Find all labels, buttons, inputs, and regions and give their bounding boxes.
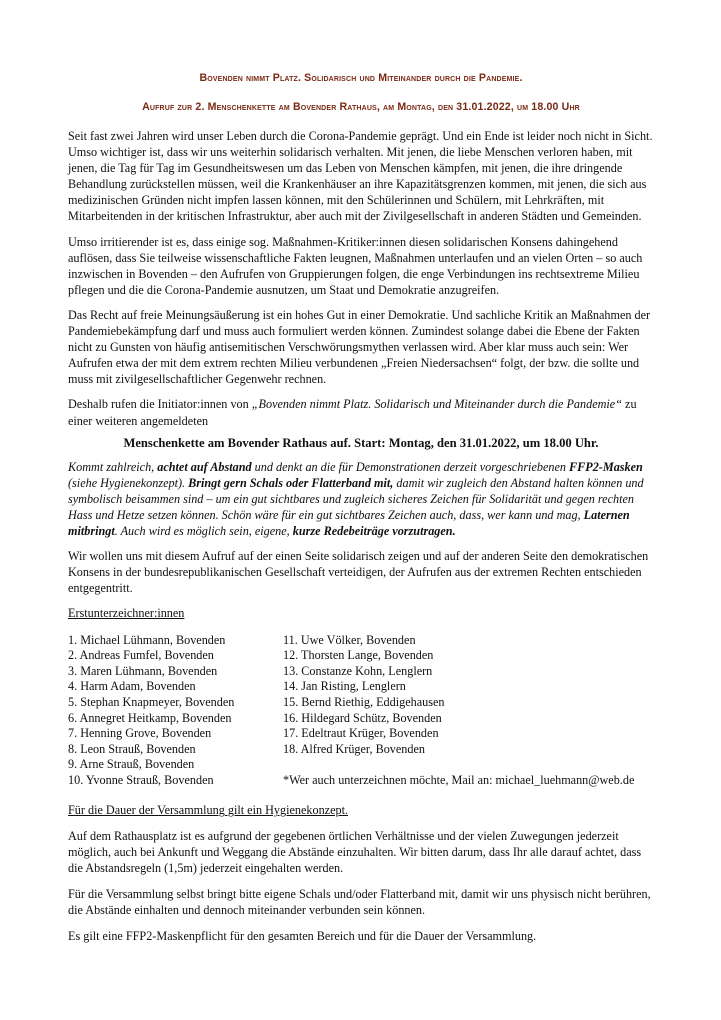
signer-item: 16. Hildegard Schütz, Bovenden bbox=[283, 710, 442, 725]
signer-item: 4. Harm Adam, Bovenden bbox=[68, 679, 196, 694]
signer-item: 17. Edeltraut Krüger, Bovenden bbox=[283, 726, 439, 741]
signers-heading: Erstunterzeichner:innen bbox=[68, 606, 185, 621]
paragraph-free-speech: Das Recht auf freie Meinungsäußerung ist ein hohes Gut in einer Demokratie. Und sachliche Kritik an Maßnahmen der Pandemiebekämpfung darf und muss auch formuliert werden können. Zumindest solange dabei die Ebene der Fakten nicht zu Gunsten von häufig antisemitischen Verschwörungsmythen verlassen wird. Aber klar muss auch sein: Wer Aufrufen etwa der mit dem extrem rechten Milieu verbundenen „Freien Niedersachsen“ folgt, der bzw. die sollte und muss mit zivilgesellschaftlicher Gegenwehr rechnen. bbox=[68, 307, 651, 387]
signer-item: 1. Michael Lühmann, Bovenden bbox=[68, 632, 226, 647]
signer-item: 14. Jan Risting, Lenglern bbox=[283, 679, 406, 694]
hygiene-heading: Für die Dauer der Versammlung gilt ein Hygienekonzept. bbox=[68, 803, 349, 818]
initiative-name: „Bovenden nimmt Platz. Solidarisch und Miteinander durch die Pandemie“ bbox=[251, 397, 622, 412]
paragraph-goal: Wir wollen uns mit diesem Aufruf auf der einen Seite solidarisch zeigen und auf der anderen Seite den demokratischen Konsens in der bundesrepublikanischen Gesellschaft verteidigen, der Aufrufen aus der extremen Rechten entschieden entgegentritt. bbox=[68, 549, 649, 596]
hygiene-paragraph-distance: Auf dem Rathausplatz ist es aufgrund der gegebenen örtlichen Verhältnisse und der vielen Zuwegungen jederzeit möglich, auch bei Ankunft und Weggang die Abstände einzuhalten. Wir bitten darum, dass Ihr alle darauf achtet, dass die Abstandsregeln (1,5m) jederzeit eingehalten werden. bbox=[68, 828, 642, 875]
signer-item: 12. Thorsten Lange, Bovenden bbox=[283, 648, 434, 663]
instr-bold-speeches: kurze Redebeiträge vorzutragen. bbox=[292, 524, 456, 539]
call-text-start: Deshalb rufen die Initiator:innen von bbox=[68, 397, 252, 412]
signer-item: 7. Henning Grove, Bovenden bbox=[68, 726, 212, 741]
signer-item: 3. Maren Lühmann, Bovenden bbox=[68, 663, 218, 678]
instr-bold-masks: FFP2-Masken bbox=[569, 459, 643, 474]
signup-note: *Wer auch unterzeichnen möchte, Mail an: michael_luehmann@web.de bbox=[283, 772, 635, 787]
signer-item: 5. Stephan Knapmeyer, Bovenden bbox=[68, 694, 235, 709]
signers-list bbox=[68, 633, 654, 789]
instr-text-2: und denkt an die für Demonstrationen derzeit vorgeschriebenen bbox=[251, 459, 569, 474]
signer-item: 6. Annegret Heitkamp, Bovenden bbox=[68, 710, 232, 725]
signers-column-1 bbox=[68, 633, 283, 789]
paragraph-call bbox=[68, 396, 654, 428]
signer-item: 13. Constanze Kohn, Lenglern bbox=[283, 663, 433, 678]
signer-item: 15. Bernd Riethig, Eddigehausen bbox=[283, 694, 445, 709]
signer-item: 11. Uwe Völker, Bovenden bbox=[283, 632, 416, 647]
instr-bold-distance: achtet auf Abstand bbox=[157, 459, 252, 474]
document-body bbox=[68, 72, 654, 953]
signer-item: 9. Arne Strauß, Bovenden bbox=[68, 757, 195, 772]
paragraph-instructions bbox=[68, 459, 654, 539]
paragraph-critics: Umso irritierender ist es, dass einige sog. Maßnahmen-Kritiker:innen diesen solidarischen Konsens dahingehend auflösen, dass Sie teilweise wissenschaftliche Fakten leugnen, Maßnahmen unterlaufen und an vielen Orten – so auch inzwischen in Bovenden – den Aufrufen von Gruppierungen folgen, die enge Verbindungen ins rechtsextreme Milieu pflegen und die die Corona-Pandemie ausnutzen, um Staat und Demokratie anzugreifen. bbox=[68, 234, 643, 297]
hygiene-paragraph-masks: Es gilt eine FFP2-Maskenpflicht für den gesamten Bereich und für die Dauer der Versammlung. bbox=[68, 929, 537, 944]
instr-text-1: Kommt zahlreich, bbox=[68, 459, 158, 474]
instr-text-5: . Auch wird es möglich sein, eigene, bbox=[114, 524, 293, 539]
event-announcement: Menschenkette am Bovender Rathaus auf. Start: Montag, den 31.01.2022, um 18.00 Uhr. bbox=[123, 435, 599, 450]
hygiene-paragraph-scarves: Für die Versammlung selbst bringt bitte eigene Schals und/oder Flatterband mit, damit wir uns physisch nicht berühren, die Abstände einhalten und dennoch miteinander verbunden sein können. bbox=[68, 886, 651, 917]
instr-bold-lanterns: Laternen mitbringt bbox=[68, 507, 630, 539]
document-title: Bovenden nimmt Platz. Solidarisch und Miteinander durch die Pandemie. bbox=[199, 72, 523, 84]
signer-item: 18. Alfred Krüger, Bovenden bbox=[283, 741, 425, 756]
instr-bold-scarves: Bringt gern Schals oder Flatterband mit, bbox=[188, 475, 394, 490]
signer-item: 10. Yvonne Strauß, Bovenden bbox=[68, 772, 214, 787]
signers-column-2 bbox=[283, 633, 654, 789]
signer-item: 8. Leon Strauß, Bovenden bbox=[68, 741, 196, 756]
signer-item: 2. Andreas Fumfel, Bovenden bbox=[68, 648, 214, 663]
instr-text-4: damit wir zugleich den Abstand halten können und symbolisch beisammen sind – um ein gut sichtbares und zugleich sicheres Zeichen für Solidarität und gegen rechten Hass und Hetze setzen können. Schön wäre für ein gut sichtbares Zeichen auch, dass, wer kann und mag, bbox=[68, 475, 644, 522]
paragraph-intro: Seit fast zwei Jahren wird unser Leben durch die Corona-Pandemie geprägt. Und ein Ende ist leider noch nicht in Sicht. Umso wichtiger ist, dass wir uns weiterhin solidarisch verhalten. Mit jenen, die liebe Menschen verloren haben, mit jenen, die Tag für Tag im Gesundheitswesen um das Leben von Menschen kämpfen, mit jenen, die ihre dringende Behandlung zurückstellen müssen, weil die Krankenhäuser an ihre Kapazitätsgrenzen kommen, mit jenen, die sich aus medizinischen Gründen nicht impfen lassen können, mit den Schülerinnen und Schülern, mit Lehrkräften, mit Mitarbeitenden in der kritischen Infrastruktur, aber auch mit der Zivilgesellschaft in anderen Städten und Gemeinden. bbox=[68, 129, 653, 224]
call-text-end: zu einer weiteren angemeldeten bbox=[68, 397, 637, 428]
document-subtitle: Aufruf zur 2. Menschenkette am Bovender Rathaus, am Montag, den 31.01.2022, um 18.00 Uhr bbox=[142, 101, 580, 113]
instr-text-3: (siehe Hygienekonzept). bbox=[68, 475, 189, 490]
